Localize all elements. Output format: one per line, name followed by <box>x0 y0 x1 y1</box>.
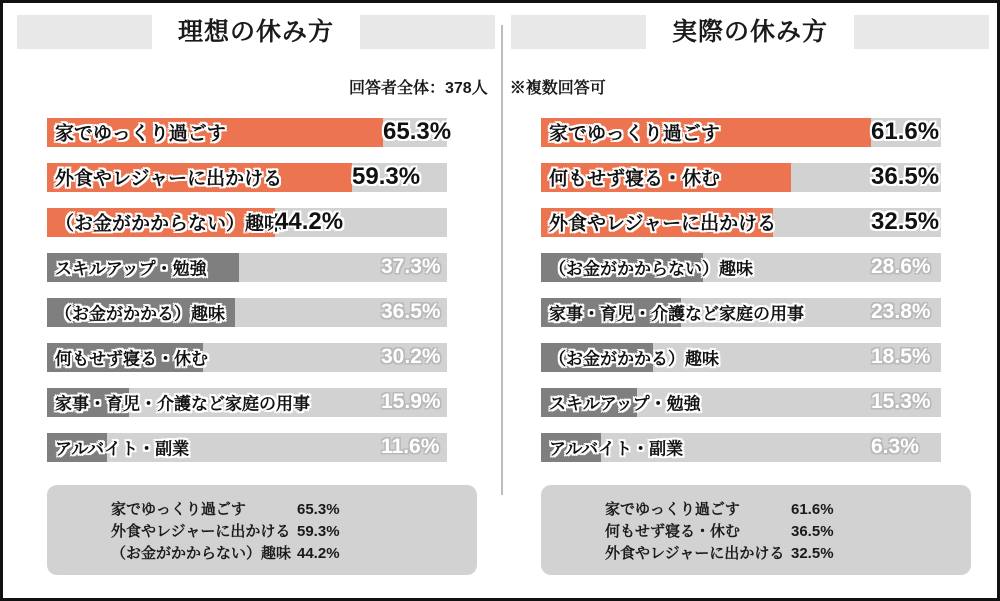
bar-row <box>541 248 981 286</box>
bar-row <box>47 428 487 466</box>
summary-value: 61.6% <box>791 501 834 518</box>
bar-value: 32.5% <box>871 208 940 235</box>
bar-row <box>47 383 487 421</box>
summary-label: 家でゆっくり過ごす <box>111 501 246 518</box>
summary-label: 外食やレジャーに出かける <box>111 523 291 540</box>
bar-row <box>541 338 981 376</box>
bar-row <box>47 293 487 331</box>
bar-value: 6.3% <box>871 435 919 458</box>
summary-row <box>47 521 477 543</box>
summary-label: （お金がかからない）趣味 <box>111 545 292 562</box>
bar-label: 家事・育児・介護など家庭の用事 <box>549 304 804 324</box>
bar-value: 36.5% <box>381 300 441 323</box>
page-title: 実際の休み方 <box>646 15 854 49</box>
panel-divider <box>501 25 503 495</box>
bar-value: 30.2% <box>381 345 441 368</box>
bar-label: 何もせず寝る・休む <box>549 168 721 190</box>
bar-value: 15.9% <box>381 390 441 413</box>
bar-row <box>541 203 981 241</box>
bar-label: 家でゆっくり過ごす <box>55 123 226 145</box>
bar-label: 何もせず寝る・休む <box>55 349 208 369</box>
bar-label: （お金がかからない）趣味 <box>549 259 753 279</box>
bar-label: スキルアップ・勉強 <box>55 259 207 279</box>
bar-label: （お金がかからない）趣味 <box>55 213 284 235</box>
bar-label: 外食やレジャーに出かける <box>55 168 283 190</box>
respondents-label: 回答者全体：378人 <box>349 80 488 97</box>
multiple-answer-note: ※複数回答可 <box>509 80 606 97</box>
bar-row <box>541 158 981 196</box>
bar-label: 外食やレジャーに出かける <box>549 213 777 235</box>
bar-row <box>47 248 487 286</box>
page-title: 理想の休み方 <box>152 15 360 49</box>
bar-value: 11.6% <box>381 435 440 458</box>
bar-row <box>47 158 487 196</box>
panel-actual <box>511 15 989 585</box>
bar-row <box>47 113 487 151</box>
bar-row <box>541 383 981 421</box>
summary-label: 外食やレジャーに出かける <box>605 545 785 562</box>
bar-value: 15.3% <box>871 390 931 413</box>
summary-value: 44.2% <box>297 545 340 562</box>
summary-box-actual <box>541 485 971 575</box>
bar-label: アルバイト・副業 <box>549 439 684 459</box>
panel-ideal <box>17 15 495 585</box>
bar-label: （お金がかかる）趣味 <box>549 349 719 369</box>
summary-row <box>541 499 971 521</box>
bar-label: （お金がかかる）趣味 <box>55 304 225 324</box>
bar-label: スキルアップ・勉強 <box>549 394 701 414</box>
bar-value: 37.3% <box>381 255 441 278</box>
bar-value: 36.5% <box>871 163 940 190</box>
summary-label: 家でゆっくり過ごす <box>605 501 740 518</box>
bar-value: 44.2% <box>275 208 344 235</box>
bar-row <box>541 113 981 151</box>
summary-value: 59.3% <box>297 523 340 540</box>
bar-row <box>47 338 487 376</box>
summary-row <box>47 499 477 521</box>
summary-row <box>541 543 971 565</box>
bar-value: 28.6% <box>871 255 931 278</box>
bar-value: 23.8% <box>871 300 931 323</box>
bar-value: 65.3% <box>383 118 452 145</box>
bar-label: 家事・育児・介護など家庭の用事 <box>55 394 310 414</box>
summary-value: 36.5% <box>791 523 834 540</box>
bar-list-ideal <box>17 113 495 473</box>
bar-value: 59.3% <box>352 163 421 190</box>
summary-value: 32.5% <box>791 545 834 562</box>
panel-title-bar <box>17 15 495 49</box>
bar-label: アルバイト・副業 <box>55 439 190 459</box>
summary-row <box>541 521 971 543</box>
bar-label: 家でゆっくり過ごす <box>549 123 720 145</box>
bar-row <box>47 203 487 241</box>
bar-row <box>541 293 981 331</box>
summary-value: 65.3% <box>297 501 340 518</box>
bar-value: 61.6% <box>871 118 940 145</box>
summary-row <box>47 543 477 565</box>
summary-box-ideal <box>47 485 477 575</box>
bar-list-actual <box>511 113 989 473</box>
bar-value: 18.5% <box>871 345 931 368</box>
bar-row <box>541 428 981 466</box>
summary-label: 何もせず寝る・休む <box>605 523 741 540</box>
panel-title-bar <box>511 15 989 49</box>
